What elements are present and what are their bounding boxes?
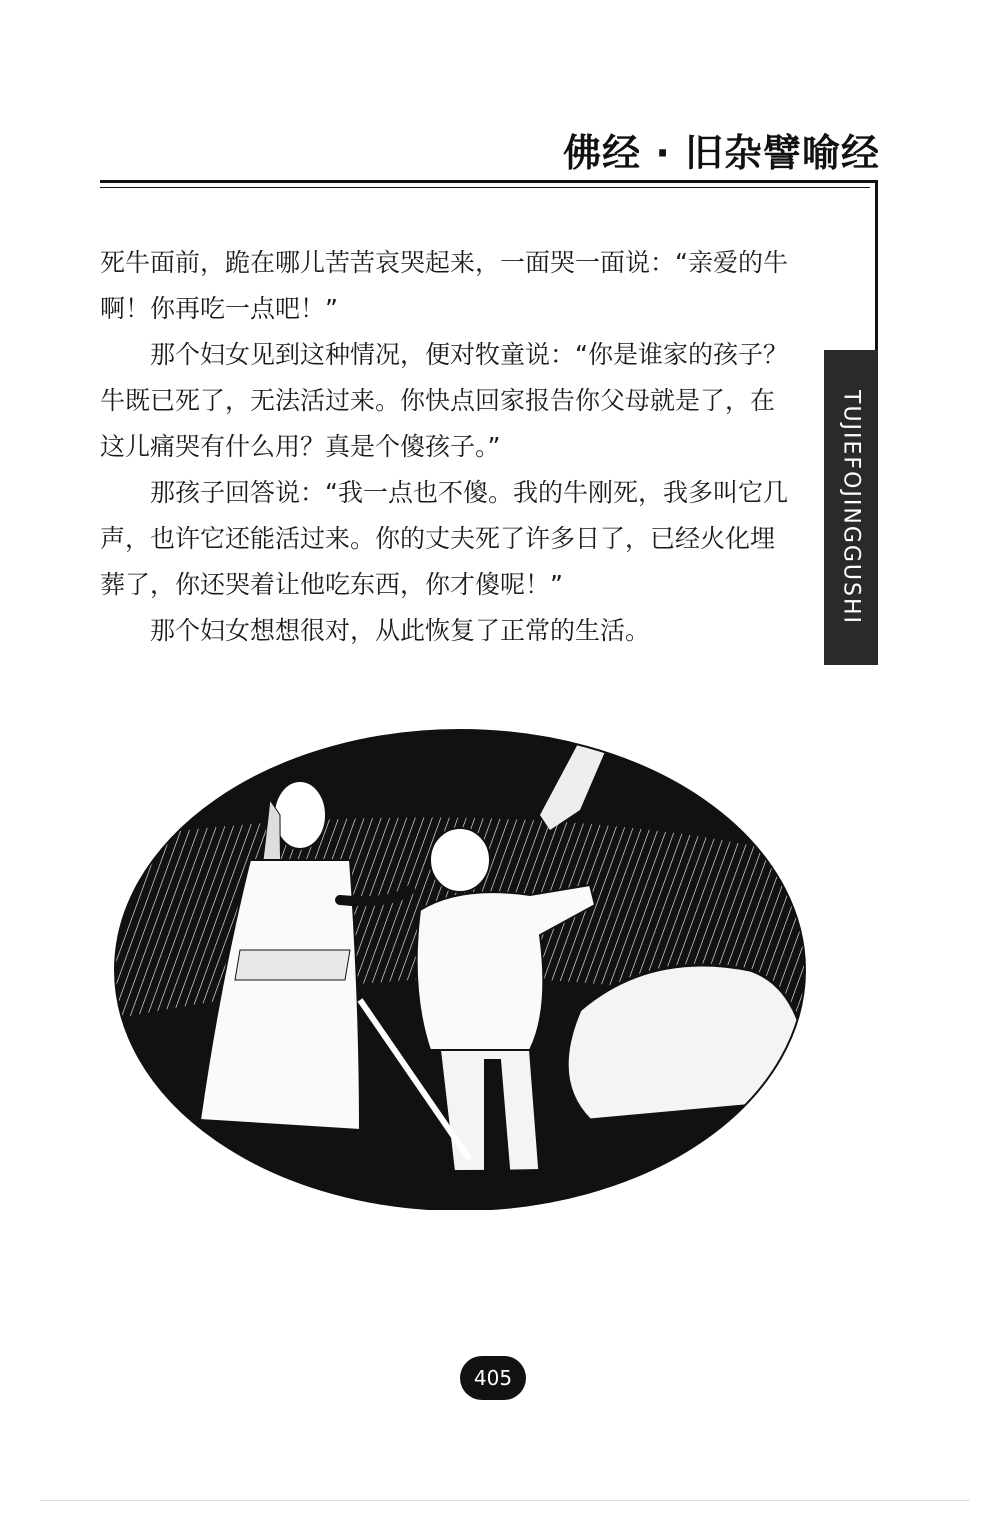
page-bottom-edge	[40, 1500, 970, 1501]
header-rule-vertical	[875, 180, 878, 350]
side-tab	[824, 350, 878, 665]
paragraph: 死牛面前，跪在哪儿苦苦哀哭起来，一面哭一面说：“亲爱的牛啊！你再吃一点吧！”	[100, 248, 788, 323]
woman-and-boy-illustration	[110, 720, 810, 1210]
paragraph: 那个妇女想想很对，从此恢复了正常的生活。	[150, 616, 651, 645]
paragraph: 那个妇女见到这种情况，便对牧童说：“你是谁家的孩子？牛既已死了，无法活过来。你快点回家报告你父母就是了，在这儿痛哭有什么用？真是个傻孩子。”	[100, 340, 788, 461]
header-rule-thin	[100, 187, 870, 188]
paragraph: 那孩子回答说：“我一点也不傻。我的牛刚死，我多叫它几声，也许它还能活过来。你的丈夫死了许多日了，已经火化埋葬了，你还哭着让他吃东西，你才傻呢！”	[100, 478, 788, 599]
running-header-title: 佛经 · 旧杂譬喻经	[563, 131, 880, 175]
body-text	[100, 240, 790, 654]
header-rule-thick	[100, 180, 878, 183]
side-tab-label: TUJIEFOJINGGUSHI	[838, 389, 864, 626]
page-number: 405	[460, 1356, 526, 1400]
